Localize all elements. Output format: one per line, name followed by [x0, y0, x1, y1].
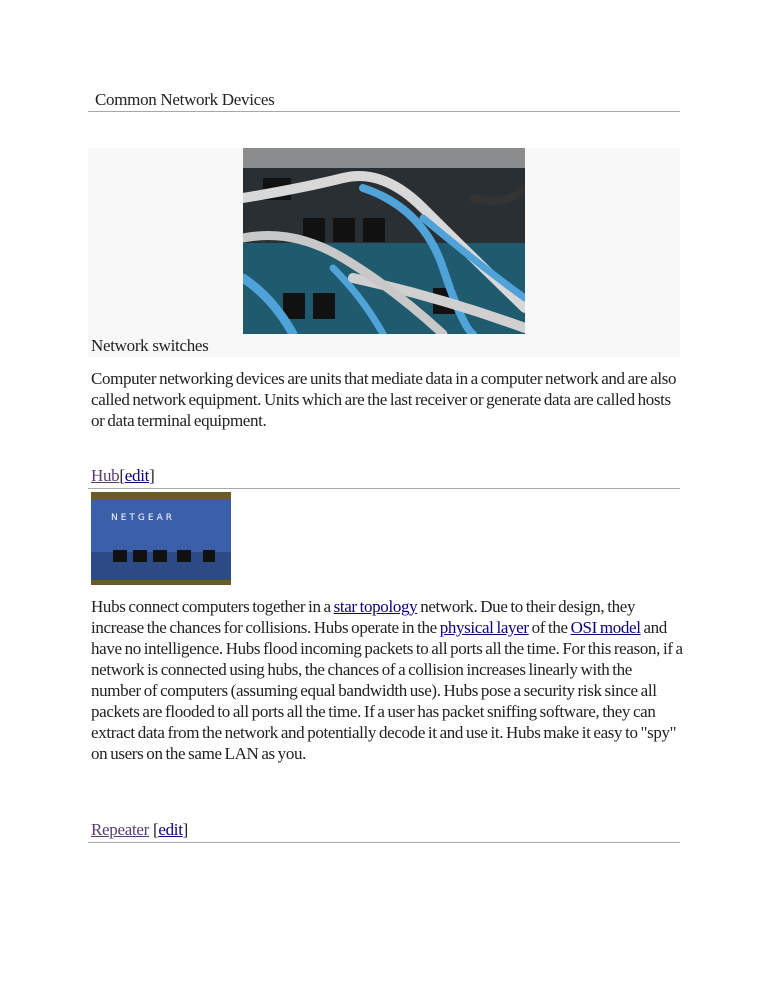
bracket: [	[149, 820, 159, 839]
text: of the	[528, 618, 571, 637]
bracket: [	[119, 466, 125, 485]
osi-model-link[interactable]: OSI model	[570, 618, 641, 637]
text: Hubs connect computers together in a	[91, 597, 334, 616]
physical-layer-link[interactable]: physical layer	[439, 618, 529, 637]
text: network. Due to their design, they increase the chances for collisions. Hubs operate in the	[91, 597, 636, 637]
repeater-heading-link[interactable]: Repeater	[91, 820, 150, 839]
netgear-hub-image	[91, 492, 231, 585]
section-heading-repeater	[91, 820, 188, 840]
network-switch-image	[243, 148, 525, 334]
hub-paragraph	[91, 596, 683, 764]
repeater-divider	[88, 842, 680, 843]
title-divider	[88, 111, 680, 112]
figure-caption: Network switches	[91, 336, 209, 355]
star-topology-link[interactable]: star topology	[333, 597, 418, 616]
hub-heading-link[interactable]: Hub	[91, 466, 120, 485]
page-title: Common Network Devices	[95, 90, 275, 109]
bracket: ]	[182, 820, 188, 839]
netgear-logo-text: NETGEAR	[111, 513, 175, 523]
hub-divider	[88, 488, 680, 489]
section-heading-hub	[91, 466, 154, 486]
text: and have no intelligence. Hubs flood incoming packets to all ports all the time. For this reason, if a network is connected using hubs, the chances of a collision increases linearly with the number of computers (assuming equal bandwidth use). Hubs pose a security risk since all packets are flooded to all ports all the time. If a user has packet sniffing software, they can extract data from the network and potentially decode it and use it. Hubs make it easy to "spy" on users on the same LAN as you.	[91, 618, 683, 763]
edit-link-repeater[interactable]: edit	[158, 820, 183, 839]
intro-paragraph: Computer networking devices are units that mediate data in a computer network and are also called network equipment. Units which are the last receiver or generate data are called hosts or data terminal equipment.	[91, 369, 677, 430]
bracket: ]	[149, 466, 155, 485]
edit-link-hub[interactable]: edit	[124, 466, 150, 485]
